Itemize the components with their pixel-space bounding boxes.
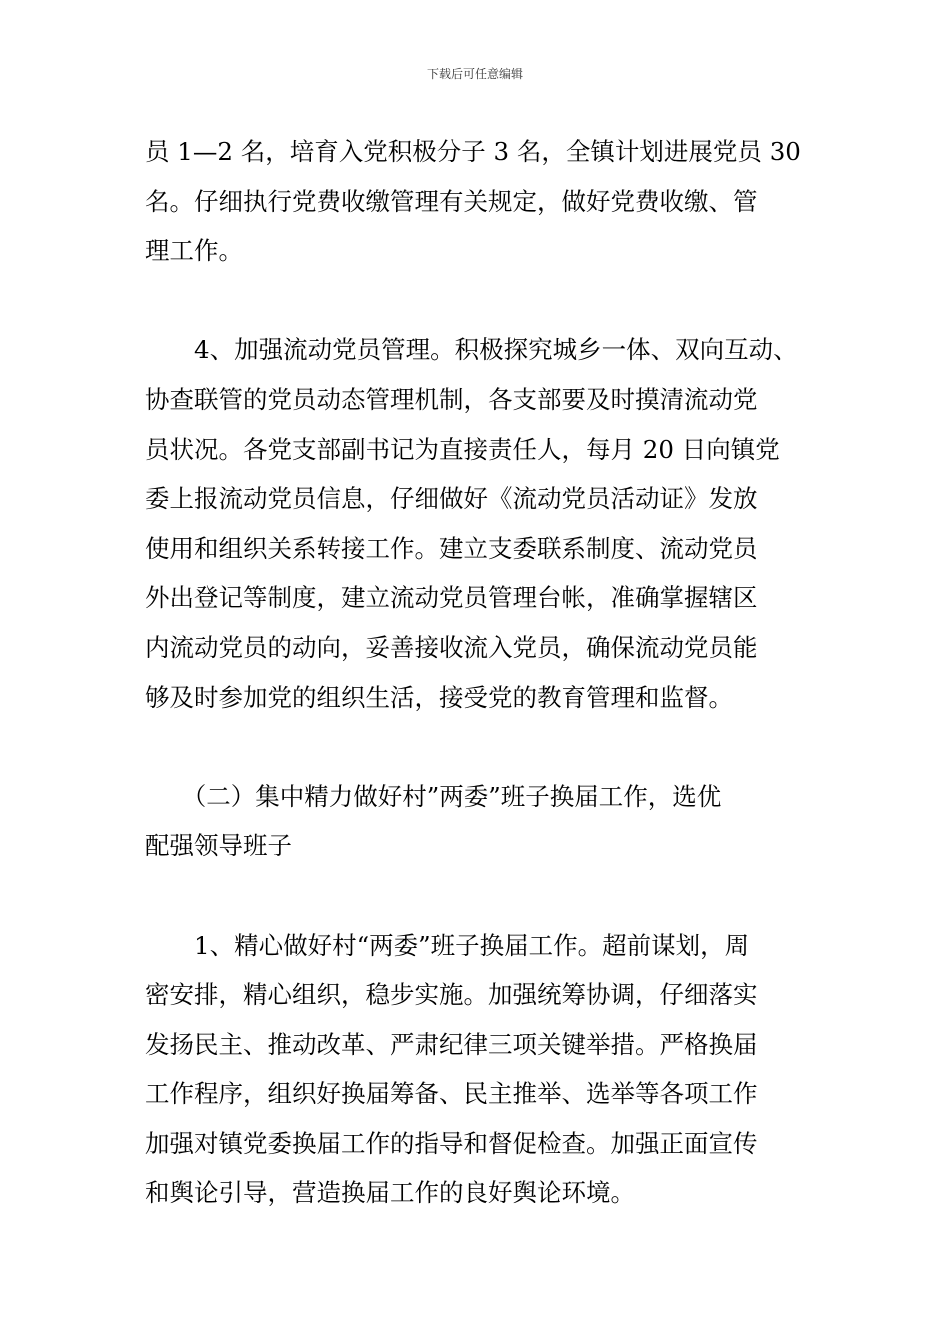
text-line: 协查联管的党员动态管理机制，各支部要及时摸清流动党 <box>145 384 758 414</box>
text-line: 员 1—2 名，培育入党积极分子 3 名，全镇计划进展党员 30 <box>145 137 801 166</box>
text-line: 发扬民主、推动改革、严肃纪律三项关键举措。严格换届 <box>145 1029 758 1059</box>
text-line: 名。仔细执行党费收缴管理有关规定，做好党费收缴、管 <box>145 186 758 216</box>
text-line: 1、精心做好村“两委”班子换届工作。超前谋划，周 <box>145 930 750 960</box>
paragraph-gap <box>145 722 810 772</box>
paragraph-gap <box>145 871 810 921</box>
text-line: 使用和组织关系转接工作。建立支委联系制度、流动党员 <box>145 533 758 563</box>
paragraph-mobile-members <box>145 325 810 722</box>
text-line: 加强对镇党委换届工作的指导和督促检查。加强正面宣传 <box>145 1128 758 1158</box>
text-line: 密安排，精心组织，稳步实施。加强统筹协调，仔细落实 <box>145 980 758 1010</box>
page-header: 下载后可任意编辑 <box>426 67 523 81</box>
text-line: 4、加强流动党员管理。积极探究城乡一体、双向互动、 <box>145 335 798 365</box>
document-body <box>145 127 810 1218</box>
text-line: 委上报流动党员信息，仔细做好《流动党员活动证》发放 <box>145 484 758 514</box>
text-line: 工作程序，组织好换届筹备、民主推举、选举等各项工作 <box>145 1079 758 1109</box>
text-line: 配强领导班子 <box>145 831 292 861</box>
text-line: 够及时参加党的组织生活，接受党的教育管理和监督。 <box>145 682 733 712</box>
text-line: （二）集中精力做好村”两委”班子换届工作，选优 <box>145 781 722 811</box>
text-line: 理工作。 <box>145 236 243 266</box>
text-line: 外出登记等制度，建立流动党员管理台帐，准确掌握辖区 <box>145 583 758 613</box>
text-line: 员状况。各党支部副书记为直接责任人，每月 20 日向镇党 <box>145 434 780 464</box>
paragraph-election-work <box>145 921 810 1219</box>
text-line: 内流动党员的动向，妥善接收流入党员，确保流动党员能 <box>145 632 758 662</box>
paragraph-party-fees <box>145 127 810 276</box>
section-heading <box>145 772 810 871</box>
text-line: 和舆论引导，营造换届工作的良好舆论环境。 <box>145 1178 635 1208</box>
paragraph-gap <box>145 276 810 326</box>
